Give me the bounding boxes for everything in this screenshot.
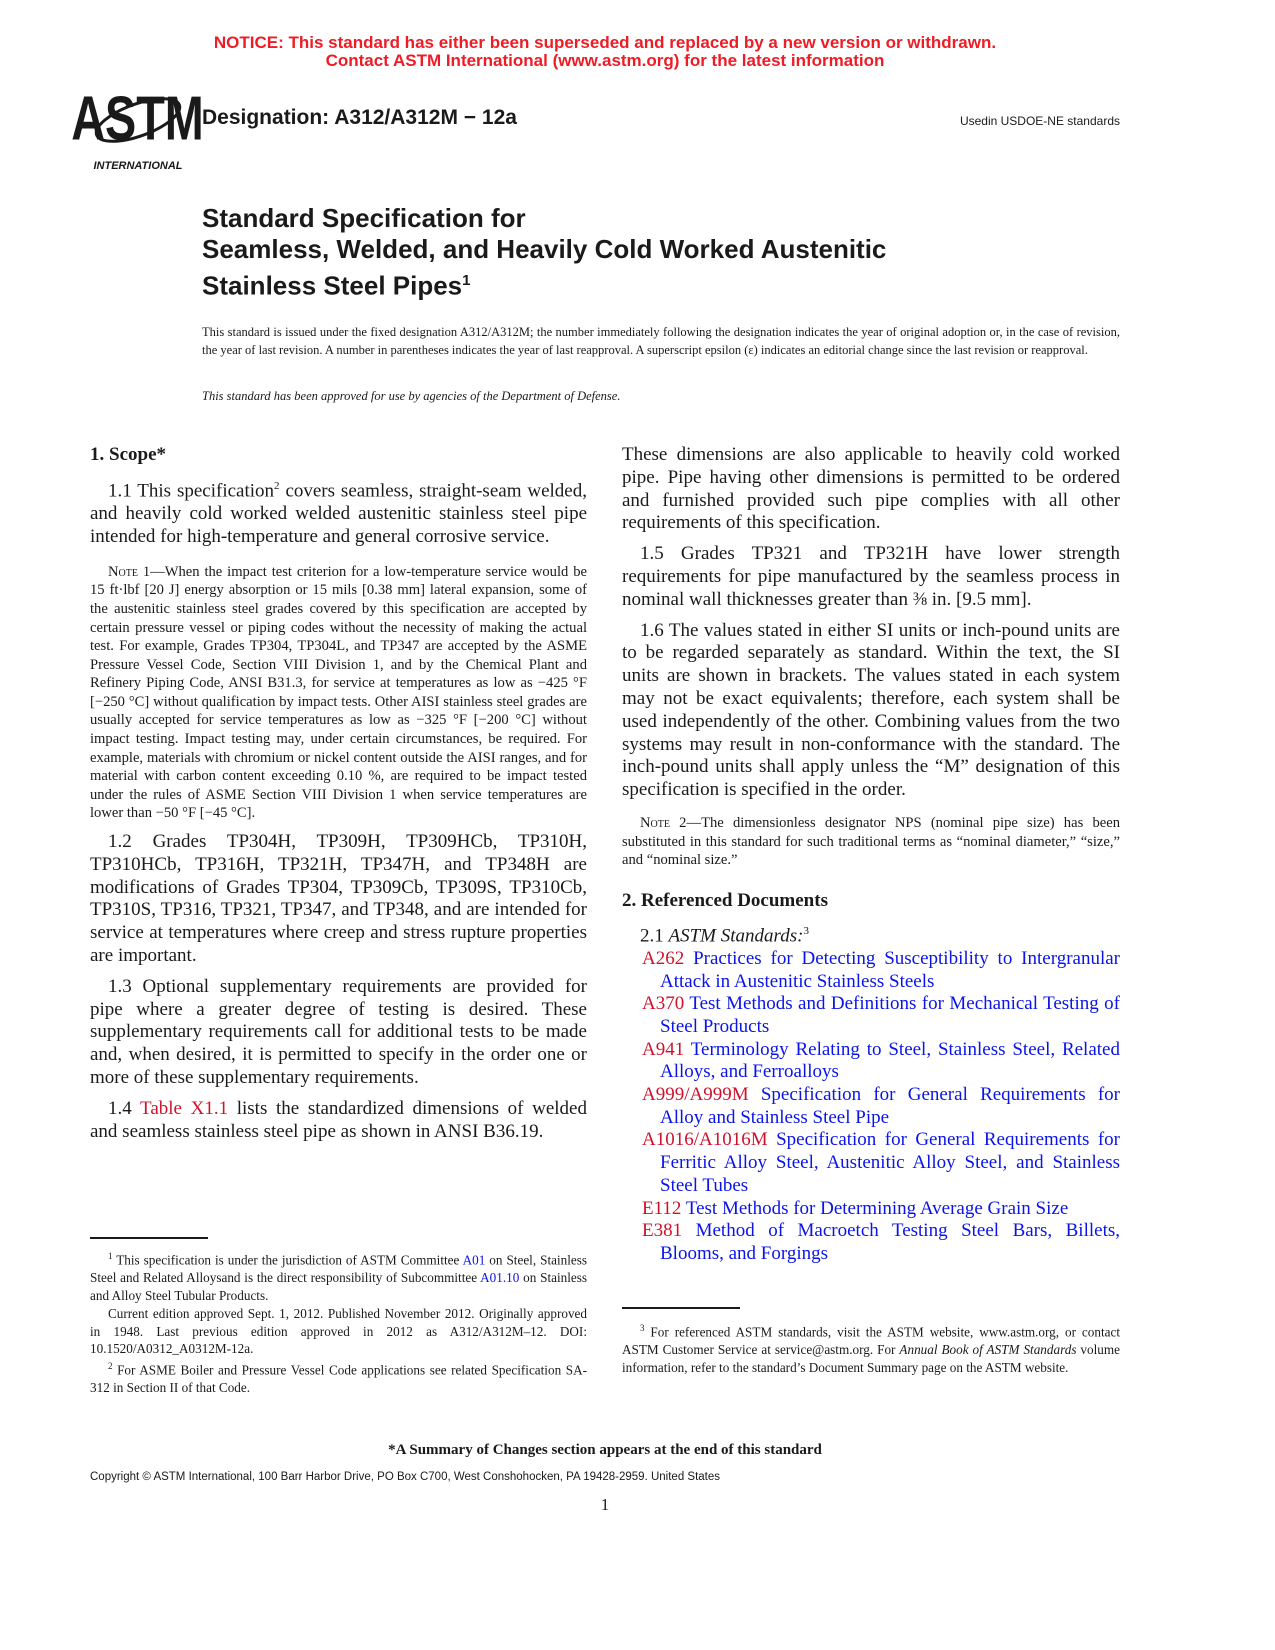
subcommittee-a01-10-link[interactable]: A01.10 [480, 1270, 520, 1286]
footnote-divider [90, 1237, 208, 1239]
reference-code[interactable]: A262 [642, 947, 685, 969]
footnote-2: $^2$ For ASME Boiler and Pressure Vessel Code applications see related Specification SA-312 in Section II of that Code. [90, 1361, 587, 1396]
note-2: Note 2—The dimensionless designator NPS (nominal pipe size) has been substituted in this standard for such traditional terms as “nominal diameter,” “size,” and “nominal size.” [622, 814, 1120, 869]
reference-title[interactable]: Method of Macroetch Testing Steel Bars, Billets, Blooms, and Forgings [660, 1220, 1121, 1264]
reference-item[interactable] [622, 948, 1120, 993]
reference-title[interactable]: Specification for General Requirements for Alloy and Stainless Steel Pipe [660, 1084, 1120, 1128]
note-1: Note 1—When the impact test criterion for a low-temperature service would be 15 ft·lbf [20 J] energy absorption or 15 mils [0.38 mm] lateral expansion, some of the austenitic stainless steel grades covered by this specification are accepted by certain pressure vessel or piping codes without the necessity of making the actual test. For example, Grades TP304, TP304L, and TP347 are accepted by the ASME Pressure Vessel Code, Section VIII Division 1, and by the Chemical Plant and Refinery Piping Code, ANSI B31.3, for service at temperatures as low as −425 °F [−250 °C] without qualification by impact tests. Other AISI stainless steel grades are usually accepted for service temperatures as low as −325 °F [−200 °C] without impact testing. Impact testing may, under certain circumstances, be required. For example, materials with chromium or nickel content outside the AISI ranges, and for material with carbon content exceeding 0.10 %, are required to be impact tested under the rules of ASME Section VIII Division 1 when service temperatures are lower than −50 °F [−45 °C]. [90, 563, 587, 822]
reference-code[interactable]: E112 [642, 1197, 682, 1219]
section-heading-scope: 1. Scope* [90, 444, 166, 465]
reference-code[interactable]: E381 [642, 1220, 683, 1242]
astm-standards-subheading: 2.1 ASTM Standards:$^3$ [640, 924, 809, 947]
page-number: 1 [600, 1495, 610, 1514]
section-heading-referenced-documents: 2. Referenced Documents [622, 889, 828, 911]
svg-text:ASTM: ASTM [71, 83, 204, 154]
footnote-divider [622, 1307, 740, 1309]
committee-a01-link[interactable]: A01 [462, 1252, 486, 1268]
footnote-1-edition: Current edition approved Sept. 1, 2012. Published November 2012. Originally approved in 1948. Last previous edition approved in 2012 as A312/A312M–12. DOI: 10.1520/A0312_A0312M-12a. [90, 1305, 587, 1357]
reference-code[interactable]: A941 [642, 1038, 685, 1060]
svg-text:INTERNATIONAL: INTERNATIONAL [93, 160, 183, 172]
reference-code[interactable]: A1016/A1016M [642, 1129, 768, 1151]
reference-list [622, 948, 1120, 1266]
reference-item[interactable] [622, 1198, 1120, 1221]
paragraph-1-1: 1.1 This specification$^2$ covers seamless, straight-seam welded, and heavily cold worked welded austenitic stainless steel pipe intended for high-temperature and general corrosive service. [90, 480, 587, 547]
used-in-label: Usedin USDOE-NE standards [959, 114, 1120, 128]
issued-note: This standard is issued under the fixed designation A312/A312M; the number immediately following the designation indicates the year of original adoption or, in the case of revision, the year of last revision. A number in parentheses indicates the year of last reapproval. A superscript epsilon (ε) indicates an editorial change since the last revision or reapproval. [202, 325, 1120, 357]
left-column [90, 444, 587, 1143]
reference-item[interactable] [622, 1129, 1120, 1197]
reference-title[interactable]: Test Methods and Definitions for Mechanical Testing of Steel Products [660, 993, 1120, 1037]
left-footnotes [90, 1248, 587, 1397]
right-footnotes [622, 1320, 1120, 1377]
reference-item[interactable] [622, 1084, 1120, 1129]
withdrawn-notice-line1: NOTICE: This standard has either been superseded and replaced by a new version or withdrawn. [213, 33, 997, 52]
reference-title[interactable]: Test Methods for Determining Average Grain Size [685, 1197, 1069, 1219]
table-x1-1-link[interactable]: Table X1.1 [140, 1097, 229, 1119]
paragraph-1-5: 1.5 Grades TP321 and TP321H have lower strength requirements for pipe manufactured by the seamless process in nominal wall thicknesses greater than ⅜ in. [9.5 mm]. [622, 543, 1120, 610]
title-line: Seamless, Welded, and Heavily Cold Worked Austenitic [202, 234, 887, 264]
astm-logo [71, 82, 204, 174]
right-column [622, 444, 1120, 1266]
document-title [202, 203, 886, 302]
copyright: Copyright © ASTM International, 100 Barr Harbor Drive, PO Box C700, West Conshohocken, PA 19428-2959. United States [90, 1471, 721, 1483]
title-line: Standard Specification for [202, 203, 526, 233]
footnote-3: $^3$ For referenced ASTM standards, visit the ASTM website, www.astm.org, or contact ASTM Customer Service at service@astm.org. For Annual Book of ASTM Standards volume information, refer to the standard’s Document Summary page on the ASTM website. [622, 1323, 1120, 1375]
reference-title[interactable]: Terminology Relating to Steel, Stainless Steel, Related Alloys, and Ferroalloys [660, 1038, 1120, 1083]
approved-note: This standard has been approved for use by agencies of the Department of Defense. [202, 389, 621, 403]
paragraph-1-2: 1.2 Grades TP304H, TP309H, TP309HCb, TP310H, TP310HCb, TP316H, TP321H, TP347H, and TP348H are modifications of Grades TP304, TP309Cb, TP309S, TP310Cb, TP310S, TP316, TP321, TP347, and TP348, and are intended for service at temperatures where creep and stress rupture properties are important. [90, 831, 587, 967]
designation: Designation: A312/A312M − 12a [202, 106, 517, 129]
reference-item[interactable] [622, 993, 1120, 1038]
footnote-1: $^1$ This specification is under the jurisdiction of ASTM Committee A01 on Steel, Stainless Steel and Related Alloysand is the direct responsibility of Subcommittee A01.10 on Stainless and Alloy Steel Tubular Products. [90, 1251, 587, 1303]
reference-code[interactable]: A370 [642, 993, 685, 1015]
reference-title[interactable]: Practices for Detecting Susceptibility to Intergranular Attack in Austenitic Stainless Steels [660, 947, 1120, 992]
paragraph-1-6: 1.6 The values stated in either SI units or inch-pound units are to be regarded separately as standard. Within the text, the SI units are shown in brackets. The values stated in each system may not be exact equivalents; therefore, each system shall be used independently of the other. Combining values from the two systems may result in non-conformance with the standard. The inch-pound units shall apply unless the “M” designation of this specification is specified in the order. [622, 619, 1120, 801]
reference-title[interactable]: Specification for General Requirements for Ferritic Alloy Steel, Austenitic Alloy Steel, and Stainless Steel Tubes [660, 1129, 1120, 1196]
summary-of-changes-note: *A Summary of Changes section appears at the end of this standard [388, 1442, 822, 1458]
paragraph-1-4: 1.4 Table X1.1 lists the standardized dimensions of welded and seamless stainless steel pipe as shown in ANSI B36.19. [90, 1097, 587, 1142]
reference-code[interactable]: A999/A999M [642, 1084, 749, 1106]
reference-item[interactable] [622, 1220, 1120, 1265]
title-line: Stainless Steel Pipes [202, 270, 463, 301]
withdrawn-notice-line2: Contact ASTM International (www.astm.org) for the latest information [325, 51, 885, 70]
reference-item[interactable] [622, 1039, 1120, 1084]
paragraph-1-3: 1.3 Optional supplementary requirements are provided for pipe where a greater degree of testing is desired. These supplementary requirements call for additional tests to be made and, when desired, it is permitted to specify in the order one or more of these supplementary requirements. [90, 975, 587, 1088]
paragraph-1-4-continued: These dimensions are also applicable to heavily cold worked pipe. Pipe having other dimensions is permitted to be ordered and furnished provided such pipe complies with all other requirements of this specification. [622, 444, 1120, 534]
footnote-ref: 1 [462, 272, 471, 289]
